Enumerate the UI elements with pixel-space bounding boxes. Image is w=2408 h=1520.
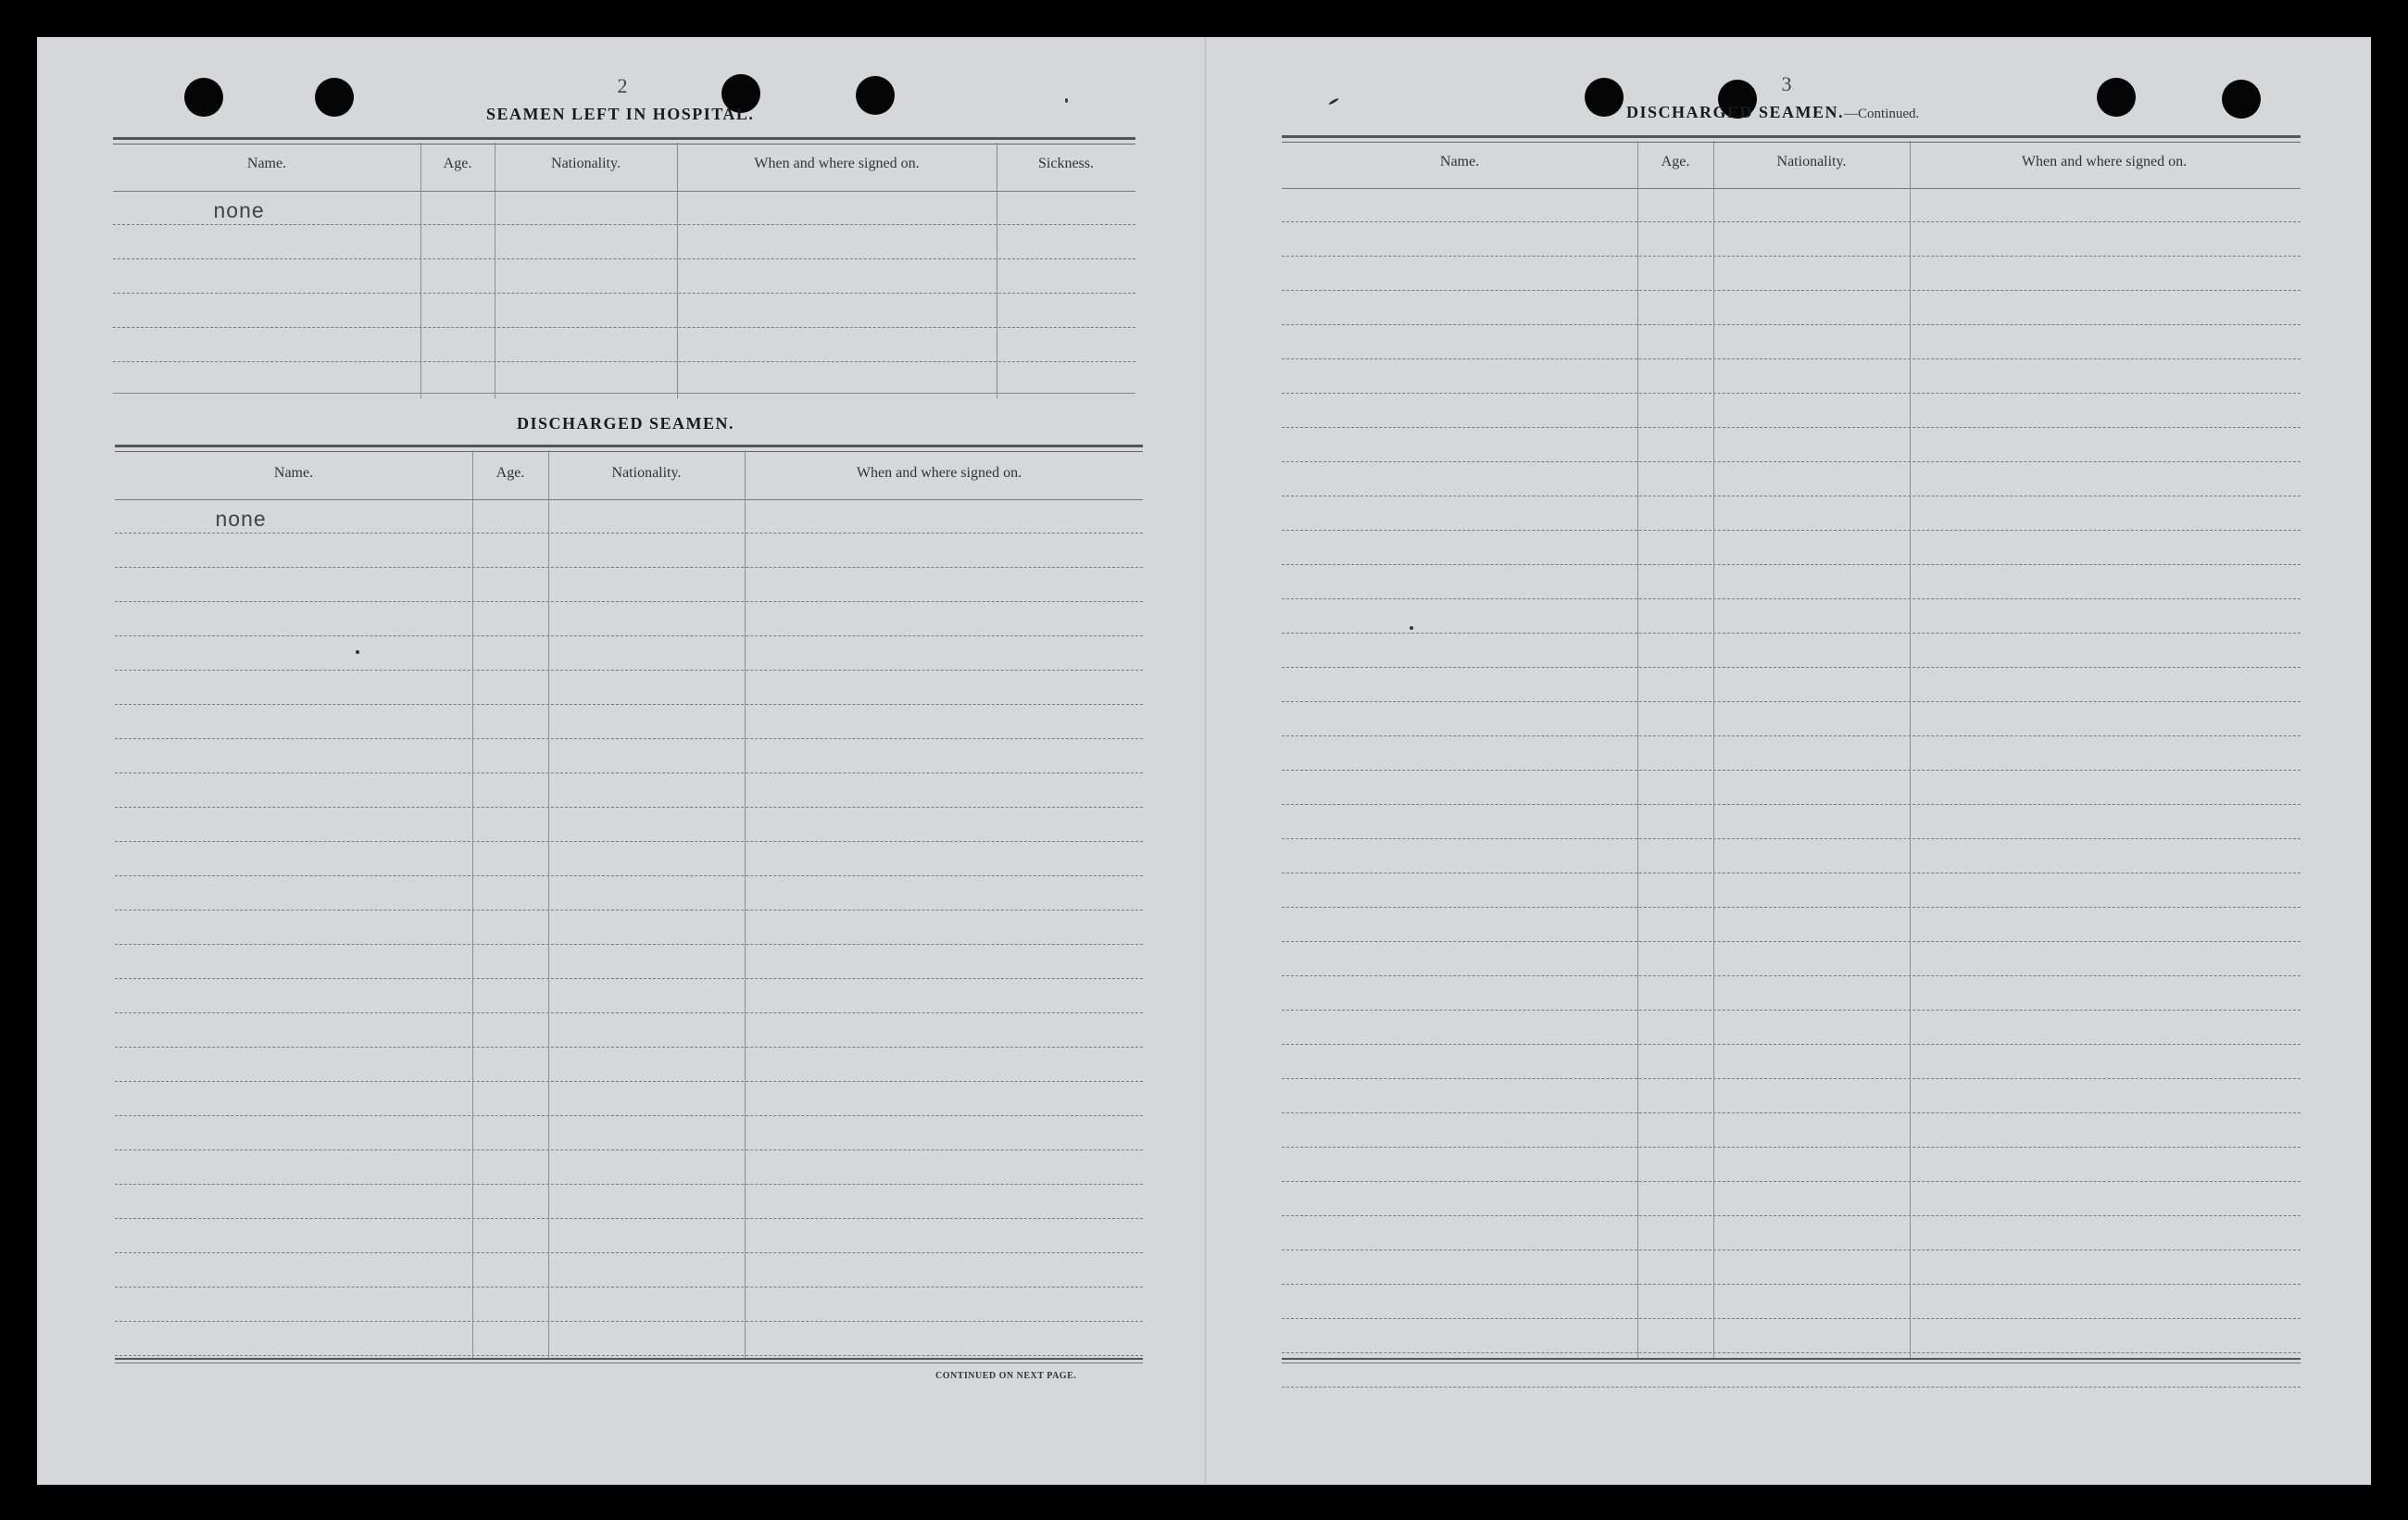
table-row bbox=[115, 499, 1143, 534]
table-row bbox=[115, 842, 1143, 876]
column-divider bbox=[548, 450, 549, 1358]
table-row bbox=[115, 602, 1143, 636]
table-top-rule bbox=[115, 445, 1143, 447]
table-row bbox=[115, 945, 1143, 979]
ink-speck bbox=[1065, 98, 1068, 103]
table-row bbox=[1282, 394, 2301, 428]
table-row bbox=[1282, 805, 2301, 839]
table-row bbox=[1282, 771, 2301, 805]
table-row bbox=[115, 671, 1143, 705]
table-header-row bbox=[113, 156, 1135, 172]
table-row bbox=[1282, 1011, 2301, 1045]
punch-hole bbox=[856, 76, 895, 115]
table-row bbox=[115, 773, 1143, 808]
table-row bbox=[113, 225, 1135, 259]
column-divider bbox=[1637, 141, 1638, 1358]
table-row bbox=[115, 1048, 1143, 1082]
column-divider bbox=[1910, 141, 1911, 1358]
column-divider bbox=[420, 143, 421, 398]
table-top-rule bbox=[113, 137, 1135, 140]
table-row bbox=[1282, 1045, 2301, 1079]
table-row bbox=[1282, 634, 2301, 668]
table-row bbox=[1282, 428, 2301, 462]
table-row bbox=[115, 1082, 1143, 1116]
punch-hole bbox=[1585, 78, 1624, 117]
table-row bbox=[113, 328, 1135, 362]
punch-hole bbox=[184, 78, 223, 117]
table-bottom-rule bbox=[115, 1358, 1143, 1360]
col-header-name: Name. bbox=[1439, 154, 1480, 170]
column-divider bbox=[1713, 141, 1714, 1358]
punch-hole bbox=[2222, 80, 2261, 119]
discharged-table bbox=[115, 443, 1143, 1365]
table-row bbox=[115, 1288, 1143, 1322]
table-row bbox=[115, 808, 1143, 842]
punch-hole bbox=[315, 78, 354, 117]
hospital-section-title: SEAMEN LEFT IN HOSPITAL. bbox=[486, 105, 755, 123]
table-header-row bbox=[115, 465, 1143, 482]
table-row bbox=[1282, 668, 2301, 702]
table-row bbox=[1282, 359, 2301, 394]
table-row bbox=[115, 1116, 1143, 1150]
table-row bbox=[1282, 1319, 2301, 1353]
discharged-section-title: DISCHARGED SEAMEN. bbox=[517, 414, 735, 433]
table-row bbox=[113, 191, 1135, 225]
table-row bbox=[1282, 736, 2301, 771]
table-row bbox=[115, 1253, 1143, 1288]
table-row bbox=[1282, 1079, 2301, 1113]
table-header-row bbox=[1282, 154, 2301, 170]
continued-rows bbox=[1282, 188, 2301, 1388]
col-header-signed-on: When and where signed on. bbox=[754, 156, 920, 171]
table-row bbox=[1282, 291, 2301, 325]
title-main: DISCHARGED SEAMEN. bbox=[1626, 103, 1845, 121]
table-row bbox=[115, 534, 1143, 568]
col-header-nationality: Nationality. bbox=[1776, 154, 1847, 170]
table-row bbox=[115, 1219, 1143, 1253]
table-row bbox=[113, 259, 1135, 294]
table-row bbox=[1282, 1216, 2301, 1250]
table-row bbox=[1282, 976, 2301, 1011]
table-row bbox=[1282, 565, 2301, 599]
table-top-rule bbox=[1282, 135, 2301, 138]
table-row bbox=[1282, 873, 2301, 908]
table-row bbox=[1282, 1250, 2301, 1285]
table-row bbox=[1282, 222, 2301, 257]
col-header-name: Name. bbox=[246, 156, 287, 171]
punch-hole bbox=[2097, 78, 2136, 117]
table-row bbox=[115, 705, 1143, 739]
column-divider bbox=[472, 450, 473, 1358]
table-row bbox=[113, 294, 1135, 328]
table-row bbox=[1282, 1182, 2301, 1216]
discharged-rows bbox=[115, 499, 1143, 1356]
col-header-signed-on: When and where signed on. bbox=[2021, 154, 2188, 170]
continued-footer: CONTINUED ON NEXT PAGE. bbox=[935, 1371, 1077, 1381]
table-row bbox=[1282, 702, 2301, 736]
table-row bbox=[115, 1150, 1143, 1185]
col-header-name: Name. bbox=[273, 465, 314, 481]
hospital-rows bbox=[113, 191, 1135, 394]
table-row bbox=[113, 362, 1135, 394]
table-row bbox=[1282, 496, 2301, 531]
table-row bbox=[115, 1322, 1143, 1356]
table-row bbox=[1282, 942, 2301, 976]
col-header-sickness: Sickness. bbox=[1038, 156, 1094, 171]
table-row bbox=[1282, 908, 2301, 942]
col-header-age: Age. bbox=[495, 465, 525, 481]
table-row bbox=[115, 911, 1143, 945]
col-header-nationality: Nationality. bbox=[611, 465, 682, 481]
table-row bbox=[1282, 1113, 2301, 1148]
table-row bbox=[115, 1013, 1143, 1048]
column-divider bbox=[745, 450, 746, 1358]
table-row bbox=[115, 568, 1143, 602]
table-row bbox=[1282, 1148, 2301, 1182]
hospital-entry-name: none bbox=[213, 200, 265, 224]
table-row bbox=[1282, 599, 2301, 634]
table-row bbox=[115, 1185, 1143, 1219]
table-row bbox=[1282, 1285, 2301, 1319]
discharged-entry-name: none bbox=[215, 509, 267, 533]
table-row bbox=[115, 876, 1143, 911]
col-header-signed-on: When and where signed on. bbox=[856, 465, 1022, 481]
table-row bbox=[1282, 325, 2301, 359]
table-row bbox=[1282, 188, 2301, 222]
discharged-continued-title bbox=[1626, 103, 1919, 122]
table-row bbox=[115, 739, 1143, 773]
page-fold bbox=[1204, 37, 1207, 1485]
page-number-right: 3 bbox=[1781, 72, 1792, 95]
table-row bbox=[1282, 257, 2301, 291]
page-number-left: 2 bbox=[617, 74, 628, 97]
column-divider bbox=[677, 143, 678, 398]
discharged-continued-table bbox=[1282, 133, 2301, 1365]
title-continued: —Continued. bbox=[1844, 107, 1920, 121]
table-row bbox=[1282, 531, 2301, 565]
col-header-age: Age. bbox=[443, 156, 472, 171]
table-row bbox=[115, 979, 1143, 1013]
table-row bbox=[1282, 839, 2301, 873]
hospital-table bbox=[113, 135, 1135, 402]
table-bottom-rule bbox=[1282, 1358, 2301, 1360]
col-header-age: Age. bbox=[1661, 154, 1690, 170]
table-row bbox=[1282, 462, 2301, 496]
table-row bbox=[115, 636, 1143, 671]
col-header-nationality: Nationality. bbox=[551, 156, 621, 171]
